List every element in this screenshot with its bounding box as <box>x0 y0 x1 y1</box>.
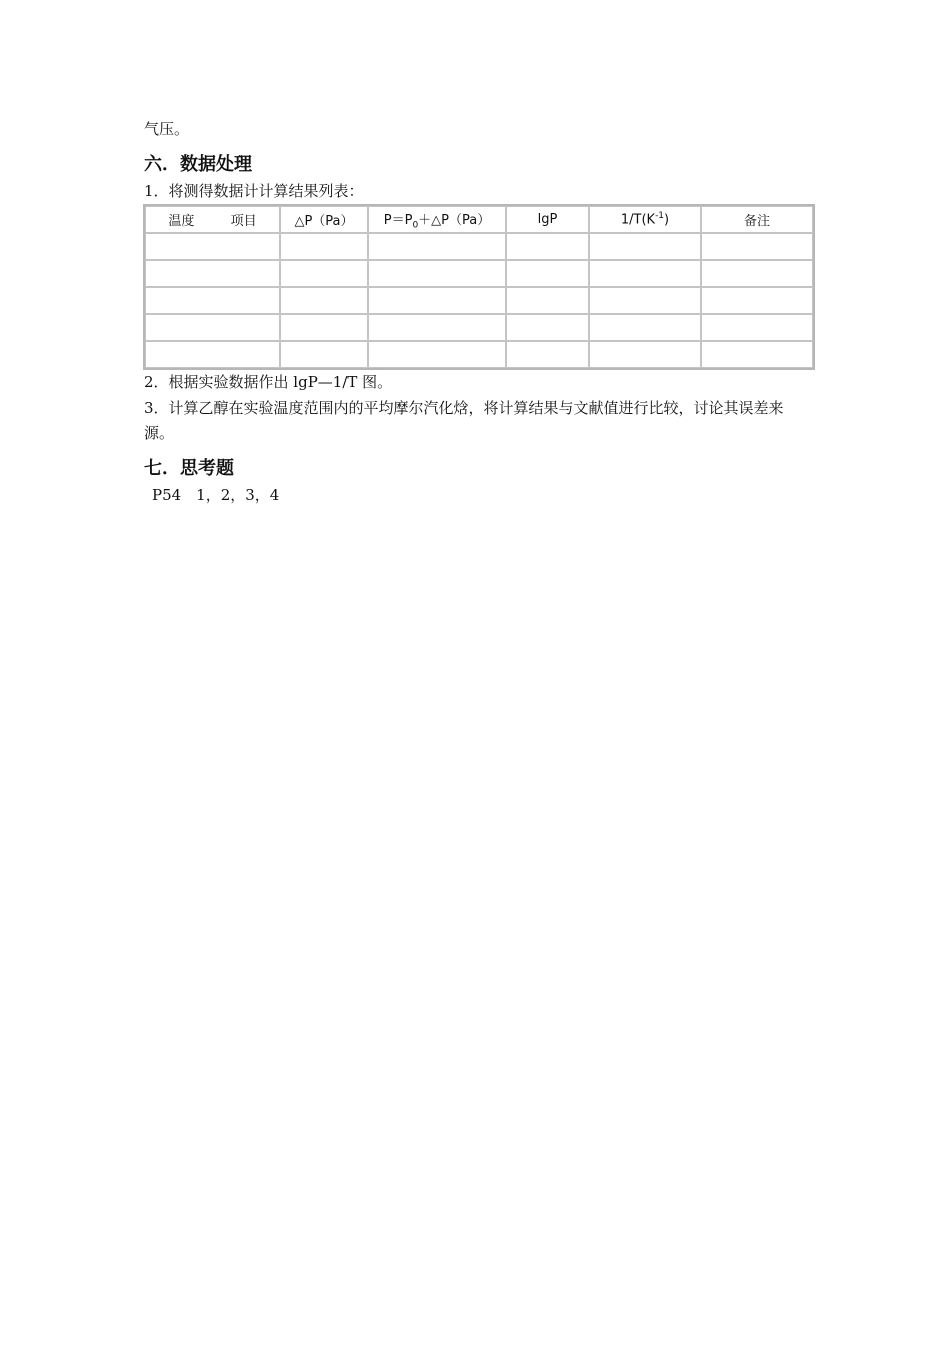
table-cell <box>145 233 280 260</box>
header-item: 项目 <box>230 214 257 229</box>
table-cell <box>506 341 589 368</box>
table-cell <box>145 314 280 341</box>
table-cell <box>368 260 506 287</box>
header-pressure <box>368 206 506 233</box>
table-cell <box>145 287 280 314</box>
section-7-heading: 七．思考题 <box>144 458 234 479</box>
header-pressure-sub: 0 <box>412 220 419 231</box>
table-cell <box>368 233 506 260</box>
table-cell <box>589 287 701 314</box>
header-reciprocal-t-sup: -1 <box>655 211 665 222</box>
header-pressure-b: ＋△P（Pa） <box>418 212 491 228</box>
table-cell <box>701 233 813 260</box>
table-cell <box>701 314 813 341</box>
header-lgp: lgP <box>506 206 589 233</box>
table-cell <box>589 233 701 260</box>
table-row <box>145 233 813 260</box>
table-cell <box>280 233 368 260</box>
table-cell <box>145 260 280 287</box>
table-cell <box>506 233 589 260</box>
table-cell <box>589 314 701 341</box>
header-temperature: 温度 <box>168 214 195 229</box>
questions-reference: P54 1，2，3，4 <box>152 486 280 504</box>
table-cell <box>145 341 280 368</box>
table-cell <box>506 260 589 287</box>
header-reciprocal-t-a: 1/T(K <box>620 212 656 228</box>
table-cell <box>280 341 368 368</box>
table-cell <box>280 287 368 314</box>
header-reciprocal-t <box>589 206 701 233</box>
table-cell <box>589 260 701 287</box>
header-temperature-item <box>145 206 280 233</box>
table-cell <box>701 341 813 368</box>
table-row <box>145 314 813 341</box>
data-table <box>143 204 815 370</box>
table-cell <box>280 314 368 341</box>
table-cell <box>368 287 506 314</box>
table-header-row <box>145 206 813 233</box>
item-1-text: 1．将测得数据计计算结果列表： <box>144 182 364 200</box>
header-remarks: 备注 <box>701 206 813 233</box>
table-cell <box>589 341 701 368</box>
item-3-text: 3．计算乙醇在实验温度范围内的平均摩尔汽化焓，将计算结果与文献值进行比较，讨论其误差来源。 <box>144 399 784 442</box>
item-2-text: 2．根据实验数据作出 lgP—1/T 图。 <box>144 373 393 391</box>
table-cell <box>368 314 506 341</box>
section-6-heading: 六．数据处理 <box>144 154 252 175</box>
table-cell <box>506 314 589 341</box>
table-row <box>145 287 813 314</box>
table-cell <box>701 260 813 287</box>
table-cell <box>701 287 813 314</box>
header-delta-p: △P（Pa） <box>280 206 368 233</box>
table-row <box>145 341 813 368</box>
table-row <box>145 260 813 287</box>
continuation-text: 气压。 <box>144 120 190 138</box>
table-cell <box>280 260 368 287</box>
header-reciprocal-t-b: ) <box>664 212 670 228</box>
table-cell <box>506 287 589 314</box>
header-pressure-a: P＝P <box>383 212 413 228</box>
table-cell <box>368 341 506 368</box>
